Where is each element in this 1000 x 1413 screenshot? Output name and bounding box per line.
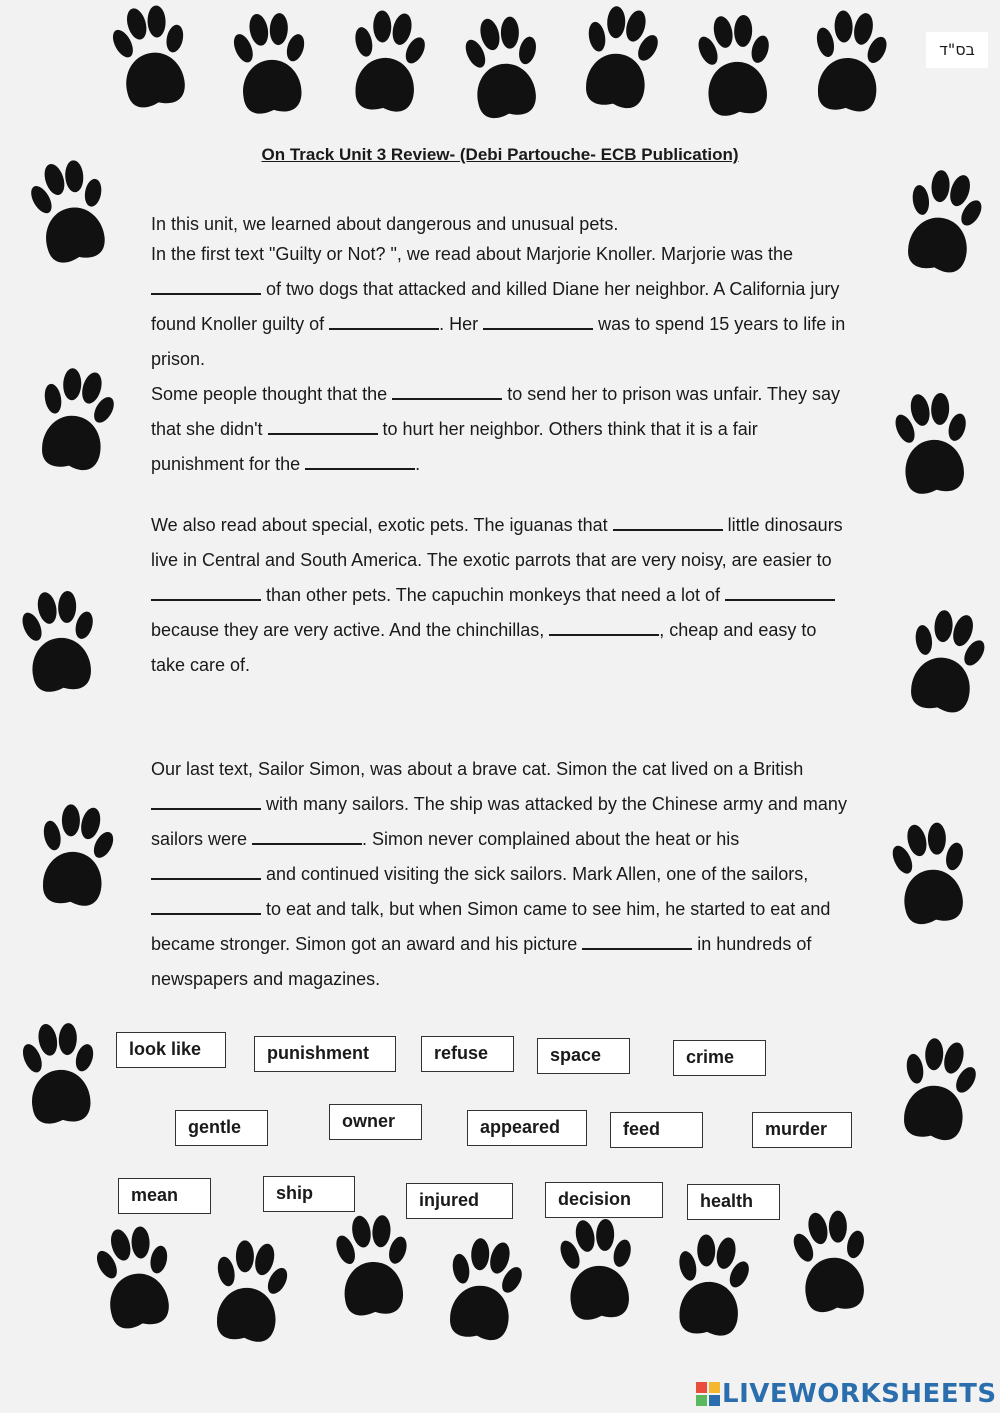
paw-print-icon (669, 1231, 752, 1345)
paw-print-icon (17, 1019, 100, 1133)
word-tile[interactable]: crime (673, 1040, 766, 1076)
paw-print-icon (896, 164, 988, 283)
paw-print-icon (17, 586, 102, 701)
answer-blank[interactable] (483, 308, 593, 330)
answer-blank[interactable] (613, 509, 723, 531)
word-tile[interactable]: murder (752, 1112, 852, 1148)
paw-print-icon (787, 1205, 875, 1322)
word-tile[interactable]: owner (329, 1104, 422, 1140)
paw-print-icon (228, 9, 311, 123)
paragraph1-body-2: Some people thought that the to send her to prison was unfair. They say that she didn't to hurt her neighbor. Others think that it is a fair punishment for the . (151, 377, 851, 482)
paragraph-guilty-or-not (151, 211, 851, 482)
paw-print-icon (345, 7, 428, 121)
intro-line: In this unit, we learned about dangerous and unusual pets. (151, 214, 619, 234)
paw-print-icon (459, 11, 547, 128)
word-tile[interactable]: feed (610, 1112, 703, 1148)
word-tile[interactable]: health (687, 1184, 780, 1220)
answer-blank[interactable] (549, 614, 659, 636)
paw-print-icon (893, 1033, 981, 1150)
answer-blank[interactable] (252, 823, 362, 845)
word-tile[interactable]: gentle (175, 1110, 268, 1146)
word-tile[interactable]: punishment (254, 1036, 396, 1072)
hebrew-mark: בס"ד (926, 32, 988, 68)
paw-print-icon (331, 1212, 412, 1325)
paw-print-icon (439, 1233, 527, 1350)
answer-blank[interactable] (305, 448, 415, 470)
paw-print-icon (575, 1, 663, 118)
answer-blank[interactable] (725, 579, 835, 601)
answer-blank[interactable] (151, 788, 261, 810)
answer-blank[interactable] (392, 378, 502, 400)
paw-print-icon (89, 1220, 181, 1339)
word-tile[interactable]: mean (118, 1178, 211, 1214)
paw-print-icon (33, 800, 118, 915)
word-tile[interactable]: injured (406, 1183, 513, 1219)
paw-print-icon (693, 10, 778, 125)
answer-blank[interactable] (151, 579, 261, 601)
paw-print-icon (555, 1214, 640, 1329)
page-title: On Track Unit 3 Review- (Debi Partouche- ECB Publication) (261, 145, 739, 164)
paw-print-icon (207, 1236, 292, 1351)
word-tile[interactable]: space (537, 1038, 630, 1074)
paragraph2-body: We also read about special, exotic pets. The iguanas that little dinosaurs live in Central and South America. The exotic parrots that are very noisy, are easier to than other pets. The capuchin monkeys that need a lot of because they are very active. And the chinchillas, , cheap and easy to take care of. (151, 508, 851, 683)
answer-blank[interactable] (329, 308, 439, 330)
answer-blank[interactable] (151, 273, 261, 295)
paw-print-icon (23, 153, 118, 274)
answer-blank[interactable] (151, 893, 261, 915)
paw-print-icon (808, 8, 889, 121)
brand-name: LIVEWORKSHEETS (722, 1379, 997, 1409)
paragraph-exotic-pets (151, 508, 851, 683)
paw-print-icon (890, 388, 975, 503)
paw-print-icon (31, 363, 119, 480)
liveworksheets-logo-icon (696, 1382, 720, 1406)
paw-print-icon (886, 817, 974, 934)
word-tile[interactable]: refuse (421, 1036, 514, 1072)
paragraph-sailor-simon (151, 752, 851, 997)
answer-blank[interactable] (268, 413, 378, 435)
word-tile[interactable]: look like (116, 1032, 226, 1068)
answer-blank[interactable] (151, 858, 261, 880)
liveworksheets-brand[interactable] (696, 1376, 997, 1412)
paragraph3-body: Our last text, Sailor Simon, was about a brave cat. Simon the cat lived on a British with many sailors. The ship was attacked by the Chinese army and many sailors were . Simon never complained about the heat or his and continued visiting the sick sailors. Mark Allen, one of the sailors, to eat and talk, but when Simon came to see him, he started to eat and became stronger. Simon got an award and his picture in hundreds of newspapers and magazines. (151, 759, 847, 989)
paragraph1-body: In the first text "Guilty or Not? ", we read about Marjorie Knoller. Marjorie was the of two dogs that attacked and killed Diane her neighbor. A California jury found Knoller guilty of . Her was to spend 15 years to life in prison. (151, 244, 846, 369)
paw-print-icon (105, 0, 197, 119)
word-tile[interactable]: appeared (467, 1110, 587, 1146)
answer-blank[interactable] (582, 928, 692, 950)
paw-print-icon (899, 604, 991, 723)
word-tile[interactable]: decision (545, 1182, 663, 1218)
word-tile[interactable]: ship (263, 1176, 355, 1212)
